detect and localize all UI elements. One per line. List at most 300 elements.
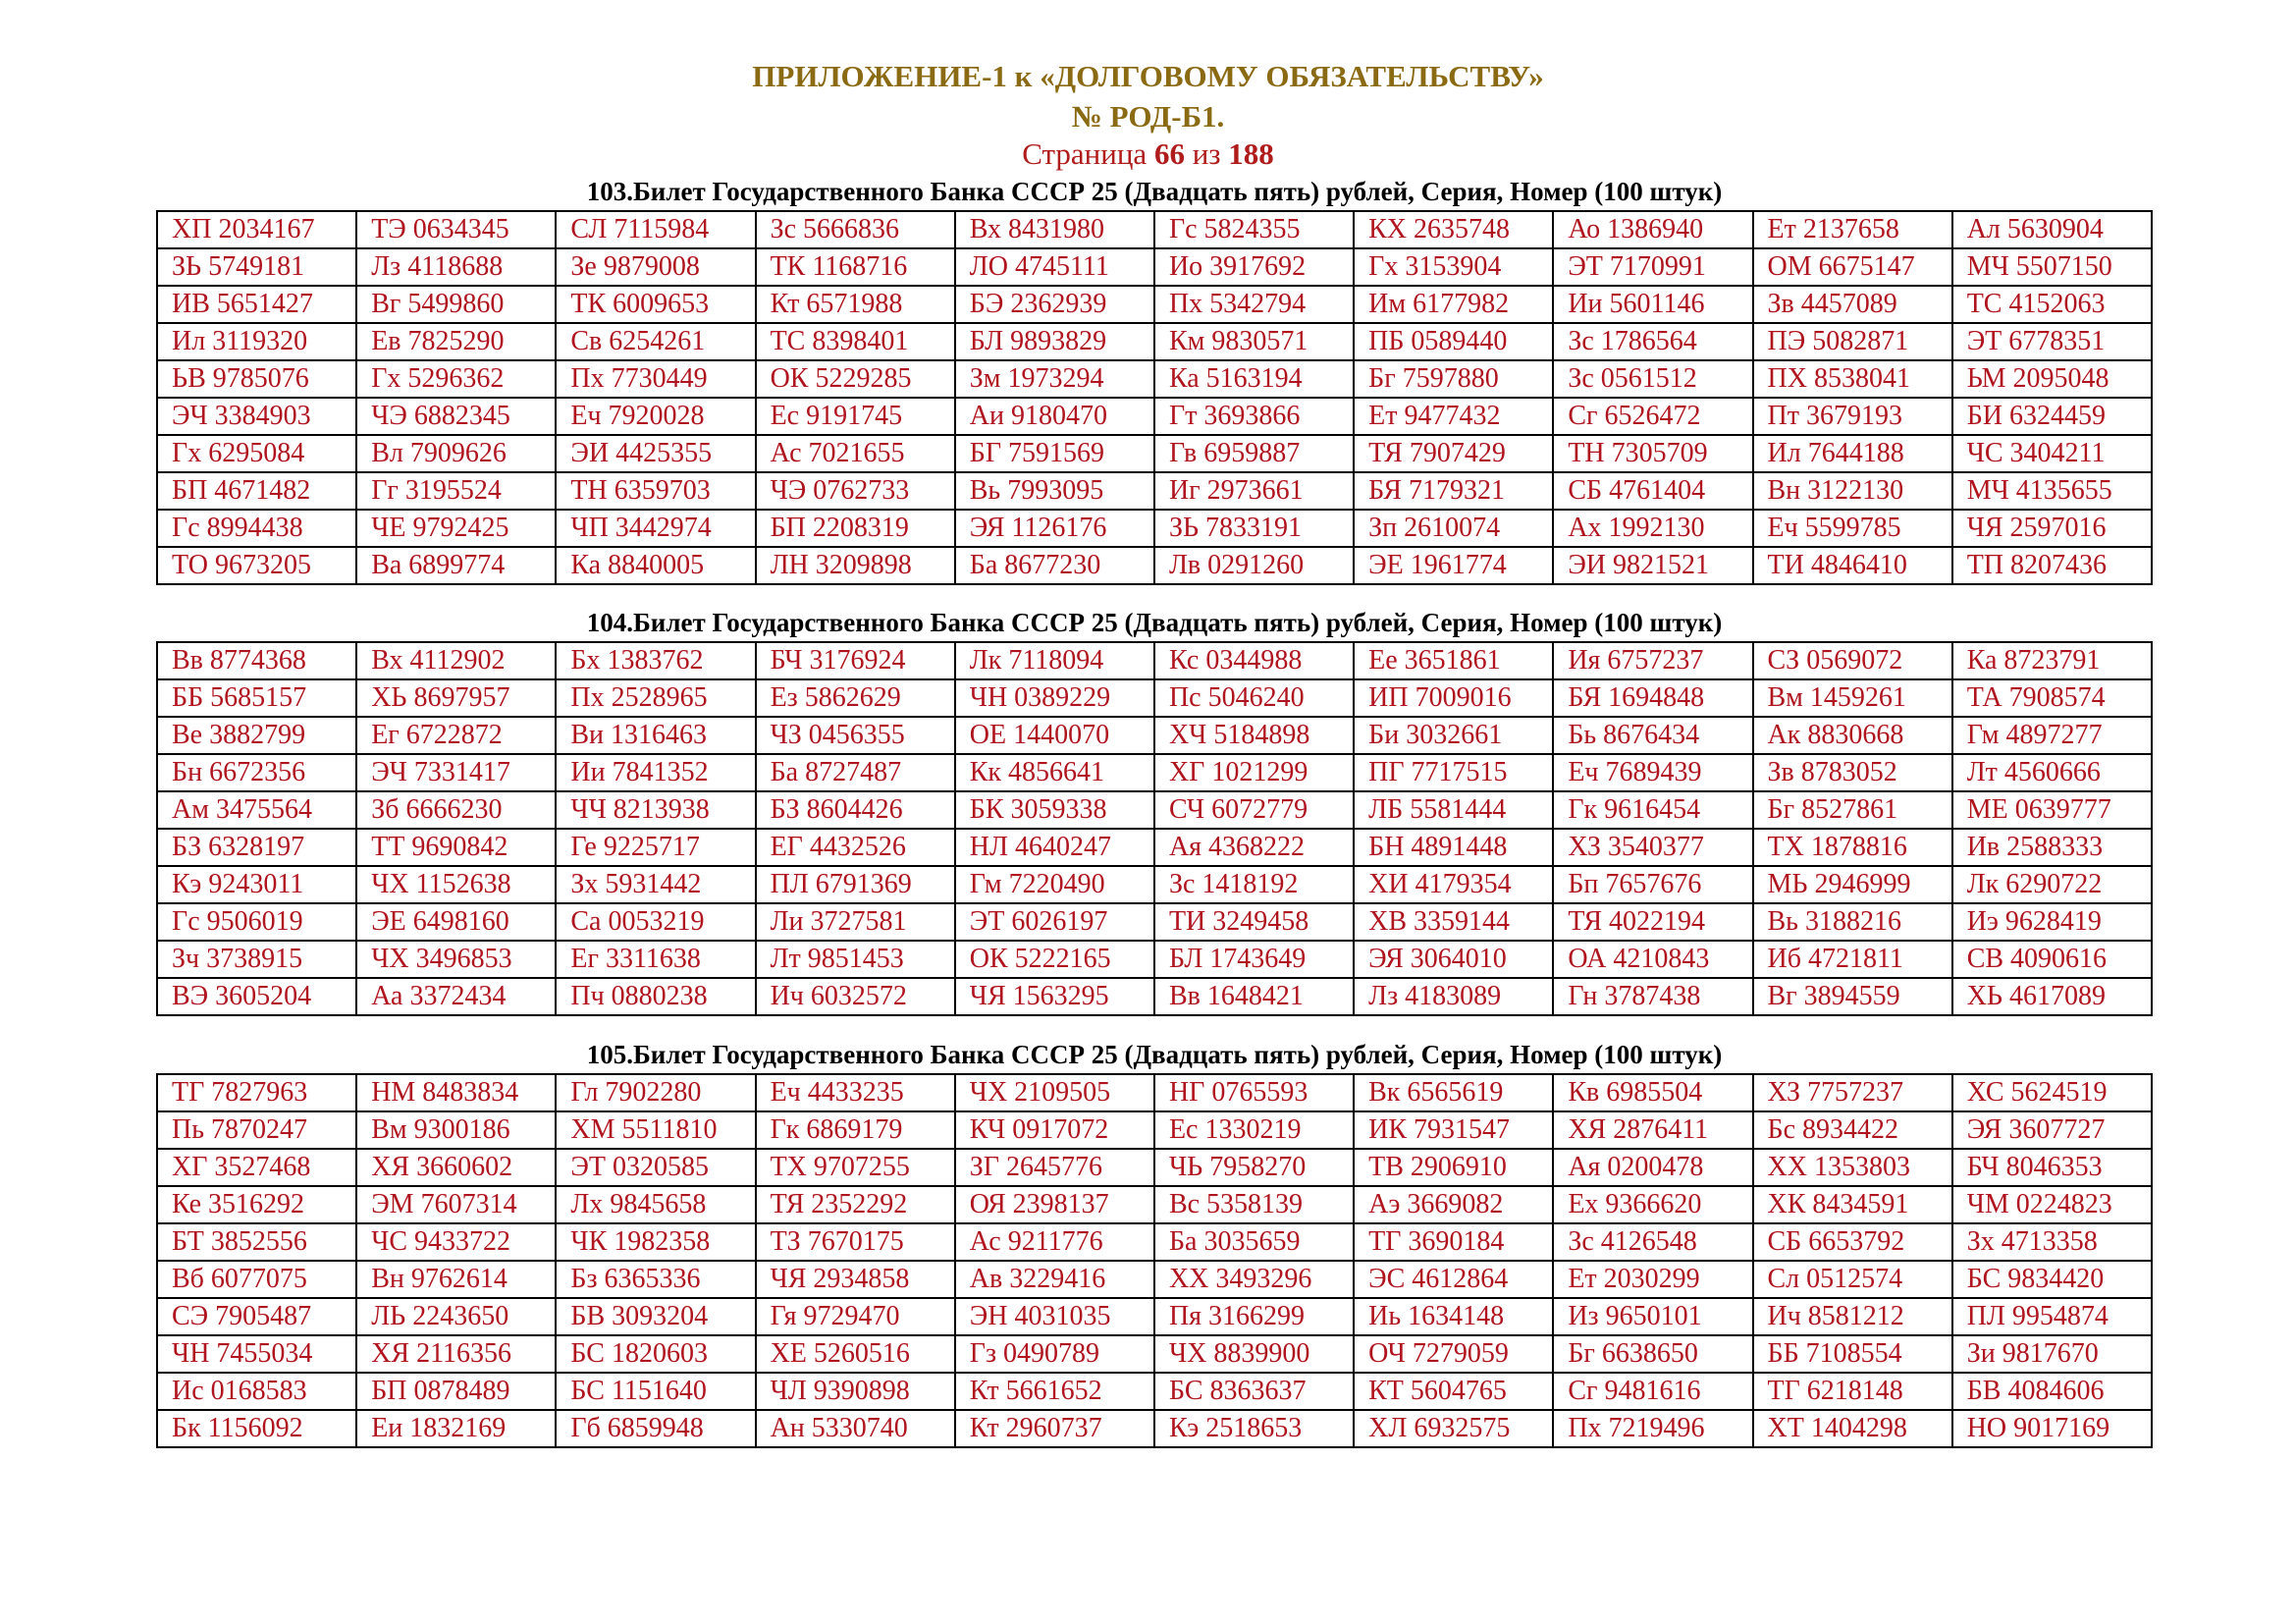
serial-cell: ЧЕ 9792425 <box>356 510 556 547</box>
table-row <box>157 642 2152 679</box>
serial-cell: Пь 7870247 <box>157 1111 356 1149</box>
serial-cell: БН 4891448 <box>1354 829 1553 866</box>
serial-cell: Гв 6959887 <box>1154 435 1354 472</box>
serial-cell: ХЯ 3660602 <box>356 1149 556 1186</box>
serial-cell: КХ 2635748 <box>1354 211 1553 248</box>
table-row <box>157 323 2152 360</box>
serial-cell: ТК 1168716 <box>756 248 955 286</box>
serial-cell: Гс 5824355 <box>1154 211 1354 248</box>
table-row <box>157 398 2152 435</box>
table-row <box>157 510 2152 547</box>
serial-cell: Пч 0880238 <box>556 978 755 1015</box>
serial-cell: Ва 6899774 <box>356 547 556 584</box>
serial-cell: БВ 4084606 <box>1952 1373 2152 1410</box>
serial-cell: ЧН 7455034 <box>157 1335 356 1373</box>
serial-cell: НГ 0765593 <box>1154 1074 1354 1111</box>
serial-cell: Вв 1648421 <box>1154 978 1354 1015</box>
serial-cell: ТН 7305709 <box>1553 435 1752 472</box>
serial-cell: Кт 6571988 <box>756 286 955 323</box>
table-row <box>157 472 2152 510</box>
serial-cell: ЭИ 9821521 <box>1553 547 1752 584</box>
serial-cell: ТП 8207436 <box>1952 547 2152 584</box>
serial-cell: Им 6177982 <box>1354 286 1553 323</box>
serial-cell: Из 9650101 <box>1553 1298 1752 1335</box>
serial-cell: Бх 1383762 <box>556 642 755 679</box>
serial-cell: Гн 3787438 <box>1553 978 1752 1015</box>
serial-cell: ЭЧ 7331417 <box>356 754 556 791</box>
serial-cell: БВ 3093204 <box>556 1298 755 1335</box>
serial-cell: БЯ 1694848 <box>1553 679 1752 717</box>
serial-cell: Ет 2137658 <box>1753 211 1952 248</box>
document-number: № РОД-Б1. <box>1071 99 1225 134</box>
serial-cell: Зс 1418192 <box>1154 866 1354 903</box>
serial-cell: ПЛ 6791369 <box>756 866 955 903</box>
serial-cell: ПБ 0589440 <box>1354 323 1553 360</box>
serial-cell: ТЯ 2352292 <box>756 1186 955 1223</box>
serial-cell: Гс 8994438 <box>157 510 356 547</box>
serial-cell: ХП 2034167 <box>157 211 356 248</box>
serial-cell: Зм 1973294 <box>955 360 1154 398</box>
serial-cell: Зх 4713358 <box>1952 1223 2152 1261</box>
serial-cell: Ба 8727487 <box>756 754 955 791</box>
serial-cell: ТЗ 7670175 <box>756 1223 955 1261</box>
serial-cell: Гс 9506019 <box>157 903 356 941</box>
serial-cell: Зс 0561512 <box>1553 360 1752 398</box>
serial-cell: Гб 6859948 <box>556 1410 755 1447</box>
serial-cell: ХЧ 5184898 <box>1154 717 1354 754</box>
serial-cell: ХВ 3359144 <box>1354 903 1553 941</box>
section-title: 103.Билет Государственного Банка СССР 25 (Двадцать пять) рублей, Серия, Номер (100 штук) <box>586 177 1723 206</box>
serial-cell: ЭЯ 1126176 <box>955 510 1154 547</box>
table-row <box>157 1223 2152 1261</box>
table-row <box>157 435 2152 472</box>
serial-cell: ИП 7009016 <box>1354 679 1553 717</box>
serial-cell: ББ 5685157 <box>157 679 356 717</box>
serial-cell: Са 0053219 <box>556 903 755 941</box>
serial-cell: Ас 9211776 <box>955 1223 1154 1261</box>
serial-cell: ТК 6009653 <box>556 286 755 323</box>
serial-cell: Кт 5661652 <box>955 1373 1154 1410</box>
serial-cell: ЭЧ 3384903 <box>157 398 356 435</box>
serial-cell: Би 3032661 <box>1354 717 1553 754</box>
serial-cell: Ви 1316463 <box>556 717 755 754</box>
serial-cell: Ет 9477432 <box>1354 398 1553 435</box>
serial-cell: ЭТ 6778351 <box>1952 323 2152 360</box>
table-row <box>157 1261 2152 1298</box>
serial-cell: Лз 4118688 <box>356 248 556 286</box>
serial-cell: Ах 1992130 <box>1553 510 1752 547</box>
table-row <box>157 211 2152 248</box>
serial-cell: ЭС 4612864 <box>1354 1261 1553 1298</box>
serial-cell: СВ 4090616 <box>1952 941 2152 978</box>
serial-cell: ЛН 3209898 <box>756 547 955 584</box>
page-current: 66 <box>1153 136 1185 171</box>
serial-cell: ТГ 7827963 <box>157 1074 356 1111</box>
serial-cell: ХТ 1404298 <box>1753 1410 1952 1447</box>
serial-cell: ПЛ 9954874 <box>1952 1298 2152 1335</box>
serial-cell: ББ 7108554 <box>1753 1335 1952 1373</box>
serial-cell: БЛ 9893829 <box>955 323 1154 360</box>
serial-cell: Вл 7909626 <box>356 435 556 472</box>
serial-cell: ХЗ 7757237 <box>1753 1074 1952 1111</box>
serial-cell: Зе 9879008 <box>556 248 755 286</box>
serial-cell: ХМ 5511810 <box>556 1111 755 1149</box>
serial-cell: ЧЯ 1563295 <box>955 978 1154 1015</box>
serial-cell: ТА 7908574 <box>1952 679 2152 717</box>
serial-cell: Ге 9225717 <box>556 829 755 866</box>
page-indicator <box>0 136 2296 172</box>
serial-cell: Бп 7657676 <box>1553 866 1752 903</box>
serial-cell: Ве 3882799 <box>157 717 356 754</box>
serial-cell: Бз 6365336 <box>556 1261 755 1298</box>
serial-cell: СЧ 6072779 <box>1154 791 1354 829</box>
serial-cell: ЧП 3442974 <box>556 510 755 547</box>
serial-cell: Ич 8581212 <box>1753 1298 1952 1335</box>
serial-cell: Зв 8783052 <box>1753 754 1952 791</box>
serial-cell: Бг 7597880 <box>1354 360 1553 398</box>
serial-cell: ЧЭ 6882345 <box>356 398 556 435</box>
serial-cell: Зс 5666836 <box>756 211 955 248</box>
serial-cell: Ии 7841352 <box>556 754 755 791</box>
serial-cell: БЛ 1743649 <box>1154 941 1354 978</box>
serial-cell: Аэ 3669082 <box>1354 1186 1553 1223</box>
serial-cell: Пс 5046240 <box>1154 679 1354 717</box>
serial-cell: Гт 3693866 <box>1154 398 1354 435</box>
serial-cell: ЭИ 4425355 <box>556 435 755 472</box>
serial-cell: Еч 5599785 <box>1753 510 1952 547</box>
serial-cell: БЗ 6328197 <box>157 829 356 866</box>
serial-cell: Ак 8830668 <box>1753 717 1952 754</box>
section-title: 105.Билет Государственного Банка СССР 25 (Двадцать пять) рублей, Серия, Номер (100 штук) <box>586 1040 1723 1069</box>
serial-cell: Гм 7220490 <box>955 866 1154 903</box>
serial-cell: БС 8363637 <box>1154 1373 1354 1410</box>
serial-table <box>156 641 2153 1016</box>
table-row <box>157 829 2152 866</box>
serial-cell: Кт 2960737 <box>955 1410 1154 1447</box>
serial-cell: Ли 3727581 <box>756 903 955 941</box>
serial-cell: Лв 0291260 <box>1154 547 1354 584</box>
table-row <box>157 1335 2152 1373</box>
serial-cell: ХЛ 6932575 <box>1354 1410 1553 1447</box>
serial-cell: ОК 5222165 <box>955 941 1154 978</box>
serial-cell: Вг 5499860 <box>356 286 556 323</box>
serial-cell: ЗЬ 5749181 <box>157 248 356 286</box>
serial-cell: Зс 4126548 <box>1553 1223 1752 1261</box>
serial-cell: Зс 1786564 <box>1553 323 1752 360</box>
serial-cell: Ис 0168583 <box>157 1373 356 1410</box>
serial-cell: ЭМ 7607314 <box>356 1186 556 1223</box>
serial-cell: Ас 7021655 <box>756 435 955 472</box>
serial-cell: Зб 6666230 <box>356 791 556 829</box>
serial-cell: Ал 5630904 <box>1952 211 2152 248</box>
serial-cell: ХЯ 2116356 <box>356 1335 556 1373</box>
serial-cell: ТИ 3249458 <box>1154 903 1354 941</box>
serial-cell: ИВ 5651427 <box>157 286 356 323</box>
serial-cell: ЧС 9433722 <box>356 1223 556 1261</box>
serial-table <box>156 1073 2153 1448</box>
serial-cell: ТЭ 0634345 <box>356 211 556 248</box>
serial-cell: МЧ 4135655 <box>1952 472 2152 510</box>
serial-cell: СЛ 7115984 <box>556 211 755 248</box>
serial-cell: Вв 8774368 <box>157 642 356 679</box>
serial-cell: БЧ 8046353 <box>1952 1149 2152 1186</box>
serial-cell: ЗЬ 7833191 <box>1154 510 1354 547</box>
table-row <box>157 1298 2152 1335</box>
serial-cell: ХЯ 2876411 <box>1553 1111 1752 1149</box>
serial-cell: ЭЯ 3607727 <box>1952 1111 2152 1149</box>
serial-cell: Кс 0344988 <box>1154 642 1354 679</box>
serial-cell: Сг 9481616 <box>1553 1373 1752 1410</box>
serial-cell: Ан 5330740 <box>756 1410 955 1447</box>
serial-cell: Лт 9851453 <box>756 941 955 978</box>
serial-cell: Иг 2973661 <box>1154 472 1354 510</box>
serial-cell: ЧХ 3496853 <box>356 941 556 978</box>
serial-cell: Пт 3679193 <box>1753 398 1952 435</box>
table-row <box>157 286 2152 323</box>
serial-cell: ЧН 0389229 <box>955 679 1154 717</box>
serial-cell: Сг 6526472 <box>1553 398 1752 435</box>
table-row <box>157 360 2152 398</box>
serial-cell: ИК 7931547 <box>1354 1111 1553 1149</box>
serial-cell: ПГ 7717515 <box>1354 754 1553 791</box>
serial-cell: Бг 8527861 <box>1753 791 1952 829</box>
serial-cell: ЧК 1982358 <box>556 1223 755 1261</box>
serial-cell: Аи 9180470 <box>955 398 1154 435</box>
serial-cell: ЧС 3404211 <box>1952 435 2152 472</box>
table-row <box>157 866 2152 903</box>
serial-cell: ЧЗ 0456355 <box>756 717 955 754</box>
page-prefix: Страница <box>1022 136 1148 171</box>
serial-cell: Зп 2610074 <box>1354 510 1553 547</box>
serial-cell: ТС 4152063 <box>1952 286 2152 323</box>
serial-cell: Вг 3894559 <box>1753 978 1952 1015</box>
serial-cell: БТ 3852556 <box>157 1223 356 1261</box>
table-row <box>157 248 2152 286</box>
serial-cell: Зи 9817670 <box>1952 1335 2152 1373</box>
serial-cell: ЧМ 0224823 <box>1952 1186 2152 1223</box>
serial-cell: Вх 8431980 <box>955 211 1154 248</box>
serial-cell: Еи 1832169 <box>356 1410 556 1447</box>
serial-cell: Ич 6032572 <box>756 978 955 1015</box>
serial-cell: БС 9834420 <box>1952 1261 2152 1298</box>
serial-cell: Вн 9762614 <box>356 1261 556 1298</box>
serial-cell: ЧЛ 9390898 <box>756 1373 955 1410</box>
serial-cell: МЕ 0639777 <box>1952 791 2152 829</box>
serial-cell: Ка 8723791 <box>1952 642 2152 679</box>
serial-cell: ЬМ 2095048 <box>1952 360 2152 398</box>
serial-cell: СБ 4761404 <box>1553 472 1752 510</box>
page-total: 188 <box>1228 136 1274 171</box>
serial-cell: Ии 5601146 <box>1553 286 1752 323</box>
serial-cell: Аа 3372434 <box>356 978 556 1015</box>
serial-cell: Гх 6295084 <box>157 435 356 472</box>
table-row <box>157 1111 2152 1149</box>
serial-cell: БК 3059338 <box>955 791 1154 829</box>
serial-cell: ЭН 4031035 <box>955 1298 1154 1335</box>
serial-cell: МЬ 2946999 <box>1753 866 1952 903</box>
document-title: ПРИЛОЖЕНИЕ-1 к «ДОЛГОВОМУ ОБЯЗАТЕЛЬСТВУ» <box>752 59 1544 93</box>
serial-cell: Зв 4457089 <box>1753 286 1952 323</box>
serial-cell: Ио 3917692 <box>1154 248 1354 286</box>
serial-cell: СЗ 0569072 <box>1753 642 1952 679</box>
serial-cell: БЯ 7179321 <box>1354 472 1553 510</box>
page-separator: из <box>1192 136 1221 171</box>
serial-cell: ТТ 9690842 <box>356 829 556 866</box>
serial-cell: Ба 8677230 <box>955 547 1154 584</box>
serial-cell: Гя 9729470 <box>756 1298 955 1335</box>
serial-cell: ХК 8434591 <box>1753 1186 1952 1223</box>
serial-cell: ТГ 3690184 <box>1354 1223 1553 1261</box>
serial-cell: Бк 1156092 <box>157 1410 356 1447</box>
serial-cell: ЬВ 9785076 <box>157 360 356 398</box>
table-row <box>157 1373 2152 1410</box>
serial-cell: СБ 6653792 <box>1753 1223 1952 1261</box>
serial-cell: ХЗ 3540377 <box>1553 829 1752 866</box>
serial-cell: МЧ 5507150 <box>1952 248 2152 286</box>
serial-cell: Ая 4368222 <box>1154 829 1354 866</box>
serial-cell: БГ 7591569 <box>955 435 1154 472</box>
serial-cell: Кэ 9243011 <box>157 866 356 903</box>
serial-cell: ТГ 6218148 <box>1753 1373 1952 1410</box>
serial-cell: ЭЕ 1961774 <box>1354 547 1553 584</box>
serial-cell: ЛО 4745111 <box>955 248 1154 286</box>
serial-cell: ОЯ 2398137 <box>955 1186 1154 1223</box>
table-row <box>157 1410 2152 1447</box>
serial-cell: Ет 2030299 <box>1553 1261 1752 1298</box>
serial-cell: НЛ 4640247 <box>955 829 1154 866</box>
serial-cell: ЧХ 2109505 <box>955 1074 1154 1111</box>
serial-cell: ЛБ 5581444 <box>1354 791 1553 829</box>
serial-cell: ХХ 3493296 <box>1154 1261 1354 1298</box>
serial-cell: Вь 7993095 <box>955 472 1154 510</box>
serial-cell: ОК 5229285 <box>756 360 955 398</box>
serial-cell: Кэ 2518653 <box>1154 1410 1354 1447</box>
serial-cell: Св 6254261 <box>556 323 755 360</box>
serial-cell: Лк 6290722 <box>1952 866 2152 903</box>
serial-cell: НО 9017169 <box>1952 1410 2152 1447</box>
serial-cell: Кк 4856641 <box>955 754 1154 791</box>
serial-cell: Бь 8676434 <box>1553 717 1752 754</box>
serial-cell: Еч 7920028 <box>556 398 755 435</box>
serial-cell: ХИ 4179354 <box>1354 866 1553 903</box>
serial-cell: ЧЯ 2597016 <box>1952 510 2152 547</box>
serial-cell: ПЭ 5082871 <box>1753 323 1952 360</box>
serial-cell: СЭ 7905487 <box>157 1298 356 1335</box>
serial-cell: ХХ 1353803 <box>1753 1149 1952 1186</box>
serial-cell: Сл 0512574 <box>1753 1261 1952 1298</box>
table-row <box>157 679 2152 717</box>
serial-cell: Вь 3188216 <box>1753 903 1952 941</box>
serial-cell: Ил 7644188 <box>1753 435 1952 472</box>
serial-cell: Ке 3516292 <box>157 1186 356 1223</box>
serial-cell: ЕГ 4432526 <box>756 829 955 866</box>
serial-cell: БИ 6324459 <box>1952 398 2152 435</box>
serial-cell: ХГ 3527468 <box>157 1149 356 1186</box>
serial-cell: Гм 4897277 <box>1952 717 2152 754</box>
table-row <box>157 547 2152 584</box>
serial-cell: ЛЬ 2243650 <box>356 1298 556 1335</box>
table-row <box>157 1149 2152 1186</box>
serial-cell: Зч 3738915 <box>157 941 356 978</box>
serial-cell: Ег 6722872 <box>356 717 556 754</box>
serial-cell: БЧ 3176924 <box>756 642 955 679</box>
serial-cell: ТЯ 4022194 <box>1553 903 1752 941</box>
serial-cell: Гк 9616454 <box>1553 791 1752 829</box>
serial-cell: Ав 3229416 <box>955 1261 1154 1298</box>
serial-cell: ЧЧ 8213938 <box>556 791 755 829</box>
serial-cell: Ев 7825290 <box>356 323 556 360</box>
serial-cell: БС 1151640 <box>556 1373 755 1410</box>
serial-cell: ТЯ 7907429 <box>1354 435 1553 472</box>
serial-cell: Иэ 9628419 <box>1952 903 2152 941</box>
serial-cell: Вк 6565619 <box>1354 1074 1553 1111</box>
serial-cell: Ка 8840005 <box>556 547 755 584</box>
serial-cell: ТХ 9707255 <box>756 1149 955 1186</box>
serial-cell: Вх 4112902 <box>356 642 556 679</box>
table-row <box>157 754 2152 791</box>
serial-cell: Еч 7689439 <box>1553 754 1752 791</box>
serial-cell: Лз 4183089 <box>1354 978 1553 1015</box>
serial-cell: Гл 7902280 <box>556 1074 755 1111</box>
serial-cell: НМ 8483834 <box>356 1074 556 1111</box>
serial-cell: Ил 3119320 <box>157 323 356 360</box>
serial-cell: ЭТ 7170991 <box>1553 248 1752 286</box>
serial-cell: ЧХ 8839900 <box>1154 1335 1354 1373</box>
serial-cell: Иь 1634148 <box>1354 1298 1553 1335</box>
serial-cell: ХЬ 4617089 <box>1952 978 2152 1015</box>
serial-cell: Пх 5342794 <box>1154 286 1354 323</box>
serial-cell: БП 0878489 <box>356 1373 556 1410</box>
serial-cell: Лк 7118094 <box>955 642 1154 679</box>
serial-cell: Ех 9366620 <box>1553 1186 1752 1223</box>
serial-cell: ТИ 4846410 <box>1753 547 1952 584</box>
serial-cell: ЗГ 2645776 <box>955 1149 1154 1186</box>
serial-cell: Ег 3311638 <box>556 941 755 978</box>
serial-cell: ОЕ 1440070 <box>955 717 1154 754</box>
serial-cell: Гк 6869179 <box>756 1111 955 1149</box>
serial-cell: Вб 6077075 <box>157 1261 356 1298</box>
serial-cell: Гх 5296362 <box>356 360 556 398</box>
serial-cell: Пх 7219496 <box>1553 1410 1752 1447</box>
serial-cell: ОЧ 7279059 <box>1354 1335 1553 1373</box>
serial-cell: ЭЕ 6498160 <box>356 903 556 941</box>
serial-cell: Ка 5163194 <box>1154 360 1354 398</box>
serial-cell: Вн 3122130 <box>1753 472 1952 510</box>
serial-cell: Пя 3166299 <box>1154 1298 1354 1335</box>
serial-cell: ХГ 1021299 <box>1154 754 1354 791</box>
serial-cell: Км 9830571 <box>1154 323 1354 360</box>
serial-cell: ПХ 8538041 <box>1753 360 1952 398</box>
serial-cell: Ес 1330219 <box>1154 1111 1354 1149</box>
serial-cell: ВЭ 3605204 <box>157 978 356 1015</box>
table-row <box>157 1186 2152 1223</box>
serial-cell: БС 1820603 <box>556 1335 755 1373</box>
serial-cell: Пх 2528965 <box>556 679 755 717</box>
serial-cell: ЧЯ 2934858 <box>756 1261 955 1298</box>
serial-cell: ОА 4210843 <box>1553 941 1752 978</box>
serial-cell: Ая 0200478 <box>1553 1149 1752 1186</box>
serial-cell: ЭТ 6026197 <box>955 903 1154 941</box>
serial-cell: БП 4671482 <box>157 472 356 510</box>
serial-cell: Ам 3475564 <box>157 791 356 829</box>
serial-cell: Ез 5862629 <box>756 679 955 717</box>
serial-cell: Вм 9300186 <box>356 1111 556 1149</box>
serial-cell: ТВ 2906910 <box>1354 1149 1553 1186</box>
serial-cell: Вм 1459261 <box>1753 679 1952 717</box>
serial-cell: ТН 6359703 <box>556 472 755 510</box>
serial-cell: ЧЭ 0762733 <box>756 472 955 510</box>
table-row <box>157 941 2152 978</box>
